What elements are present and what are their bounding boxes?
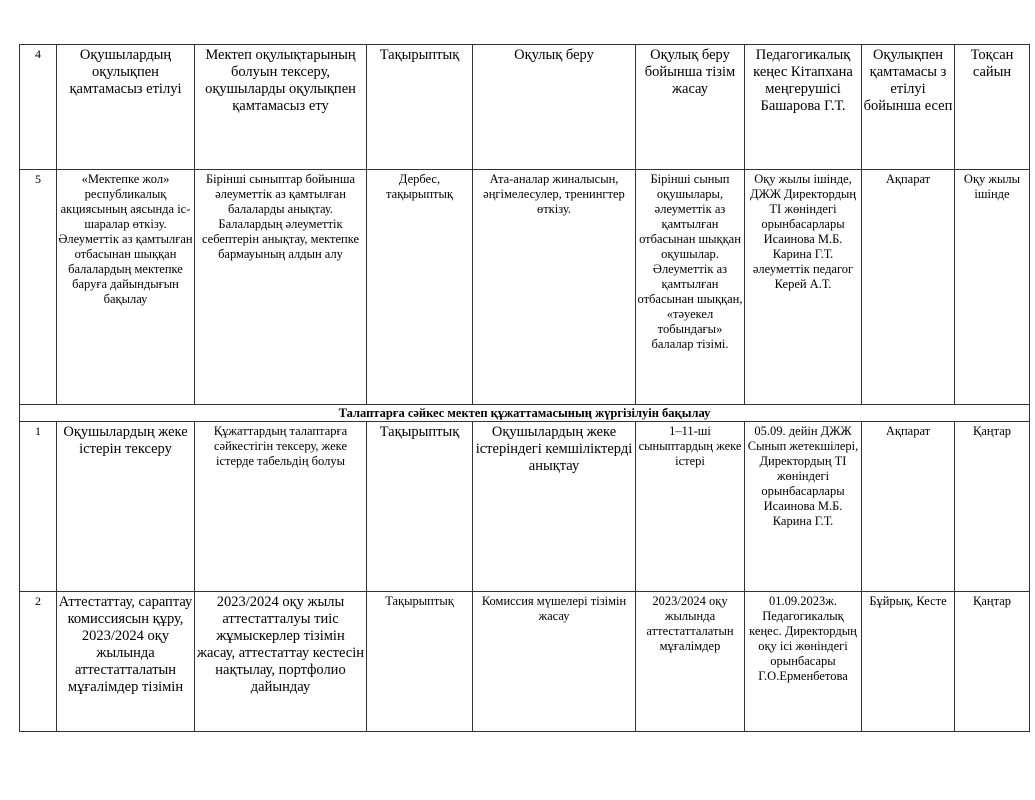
control-method: Оқулық беру [473,45,636,170]
deadline: Қаңтар [955,592,1030,732]
responsible: 01.09.2023ж. Педагогикалық кеңес. Директордың оқу ісі жөніндегі орынбасары Г.О.Ерменбетова [745,592,862,732]
result-form: Оқулықпен қамтамасы з етілуі бойынша есеп [862,45,955,170]
row-number: 2 [20,592,57,732]
table-row [20,422,1030,592]
control-object: 1–11-ші сыныптардың жеке істері [636,422,745,592]
control-method: Комиссия мүшелері тізімін жасау [473,592,636,732]
control-method: Ата-аналар жиналысын, әңгімелесулер, тренингтер өткізу. [473,170,636,405]
responsible: Оқу жылы ішінде, ДЖЖ Директордың ТІ жөніндегі орынбасарлары Исаинова М.Б. Карина Г.Т. әлеуметтік педагог Керей А.Т. [745,170,862,405]
result-form: Ақпарат [862,422,955,592]
responsible: Педагогикалық кеңес Кітапхана меңгерушісі Башарова Г.Т. [745,45,862,170]
control-subject: «Мектепке жол» республикалық акциясының аясында іс-шаралар өткізу. Әлеуметтік аз қамтылған отбасынан шыққан балалардың мектепке баруға дайындығын бақылау [57,170,195,405]
control-subject: Оқушылардың оқулықпен қамтамасыз етілуі [57,45,195,170]
control-type: Тақырыптық [367,422,473,592]
control-type: Тақырыптық [367,45,473,170]
control-object: Бірінші сынып оқушылары, әлеуметтік аз қамтылған отбасынан шыққан оқушылар. Әлеуметтік аз қамтылған отбасынан шыққан, «тәуекел тобындағы» балалар тізімі. [636,170,745,405]
control-type: Дербес, тақырыптық [367,170,473,405]
responsible: 05.09. дейін ДЖЖ Сынып жетекшілері, Директордың ТІ жөніндегі орынбасарлары Исаинова М.Б. Карина Г.Т. [745,422,862,592]
row-number: 1 [20,422,57,592]
row-number: 4 [20,45,57,170]
deadline: Тоқсан сайын [955,45,1030,170]
section-title: Талаптарға сәйкес мектеп құжаттамасының жүргізілуін бақылау [20,405,1030,422]
table-row [20,45,1030,170]
control-goal: Бірінші сыныптар бойынша әлеуметтік аз қамтылған балаларды анықтау. Балалардың әлеуметтік себептерін анықтау, мектепке бармауының алдын алу [195,170,367,405]
control-goal: Құжаттардың талаптарға сәйкестігін тексеру, жеке істерде табельдің болуы [195,422,367,592]
control-object: Оқулық беру бойынша тізім жасау [636,45,745,170]
table-row [20,170,1030,405]
section-header-row [20,405,1030,422]
row-number: 5 [20,170,57,405]
plan-table [19,44,1030,732]
deadline: Қаңтар [955,422,1030,592]
control-goal: 2023/2024 оқу жылы аттестатталуы тиіс жұмыскерлер тізімін жасау, аттестаттау кестесін нақтылау, портфолио дайындау [195,592,367,732]
deadline: Оқу жылы ішінде [955,170,1030,405]
control-object: 2023/2024 оқу жылында аттестатталатын мұғалімдер [636,592,745,732]
control-subject: Аттестаттау, сараптау комиссиясын құру, 2023/2024 оқу жылында аттестатталатын мұғалімдер тізімін [57,592,195,732]
control-subject: Оқушылардың жеке істерін тексеру [57,422,195,592]
result-form: Бұйрық, Кесте [862,592,955,732]
control-type: Тақырыптық [367,592,473,732]
result-form: Ақпарат [862,170,955,405]
control-goal: Мектеп оқулықтарының болуын тексеру, оқушыларды оқулықпен қамтамасыз ету [195,45,367,170]
table-row [20,592,1030,732]
control-method: Оқушылардың жеке істеріндегі кемшіліктерді анықтау [473,422,636,592]
